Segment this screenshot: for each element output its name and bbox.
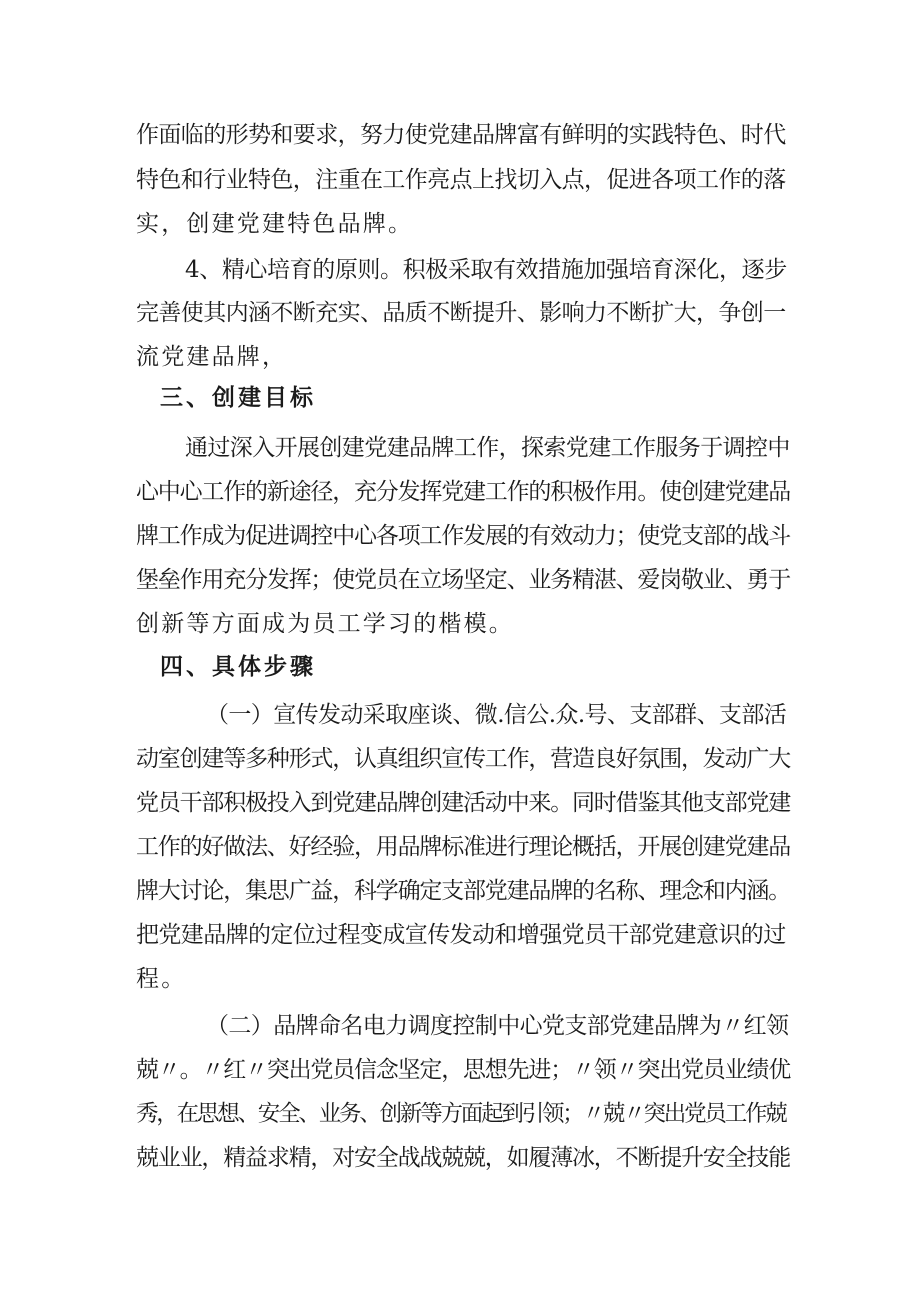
text-line: （二）品牌命名电力调度控制中心党支部党建品牌为〃红领	[206, 1013, 789, 1039]
text-line: 实，创建党建特色品牌。	[136, 211, 414, 237]
text-line: 作面临的形势和要求，努力使党建品牌富有鲜明的实践特色、时代	[136, 122, 786, 148]
text-line: 4、精心培育的原则。积极采取有效措施加强培育深化，逐步	[185, 257, 787, 283]
text-line: 秀，在思想、安全、业务、创新等方面起到引领；〃兢〃突出党员工作兢	[136, 1101, 786, 1127]
text-line: 工作的好做法、好经验，用品牌标准进行理论概括，开展创建党建品	[136, 834, 791, 860]
text-line: 完善使其内涵不断充实、品质不断提升、影响力不断扩大，争创一	[136, 300, 786, 326]
text-line: 牌大讨论，集思广益，科学确定支部党建品牌的名称、理念和内涵。	[136, 878, 791, 904]
text-line: （一）宣传发动采取座谈、微.信公.众.号、支部群、支部活	[206, 702, 787, 728]
text-line: 牌工作成为促进调控中心各项工作发展的有效动力；使党支部的战斗	[136, 523, 791, 549]
text-line: 堡垒作用充分发挥；使党员在立场坚定、业务精湛、爱岗敬业、勇于	[136, 567, 791, 593]
text-line: 兢业业，精益求精，对安全战战兢兢，如履薄冰，不断提升安全技能	[136, 1145, 791, 1171]
section-heading: 三、创建目标	[160, 384, 316, 411]
text-line: 通过深入开展创建党建品牌工作，探索党建工作服务于调控中	[185, 435, 790, 461]
text-line: 党员干部积极投入到党建品牌创建活动中来。同时借鉴其他支部党建	[136, 790, 791, 816]
text-line: 心中心工作的新途径，充分发挥党建工作的积极作用。使创建党建品	[136, 479, 791, 505]
section-heading: 四、具体步骤	[160, 653, 316, 680]
text-line: 特色和行业特色，注重在工作亮点上找切入点，促进各项工作的落	[136, 167, 786, 193]
text-line: 创新等方面成为员工学习的楷模。	[136, 611, 514, 637]
text-line: 把党建品牌的定位过程变成宣传发动和增强党员干部党建意识的过	[136, 922, 786, 948]
text-line: 程。	[136, 966, 187, 992]
text-line: 动室创建等多种形式，认真组织宣传工作，营造良好氛围，发动广大	[136, 746, 791, 772]
text-line: 兢〃。〃红〃突出党员信念坚定，思想先进；〃领〃突出党员业绩优	[136, 1057, 791, 1083]
text-line: 流党建品牌，	[136, 344, 288, 370]
